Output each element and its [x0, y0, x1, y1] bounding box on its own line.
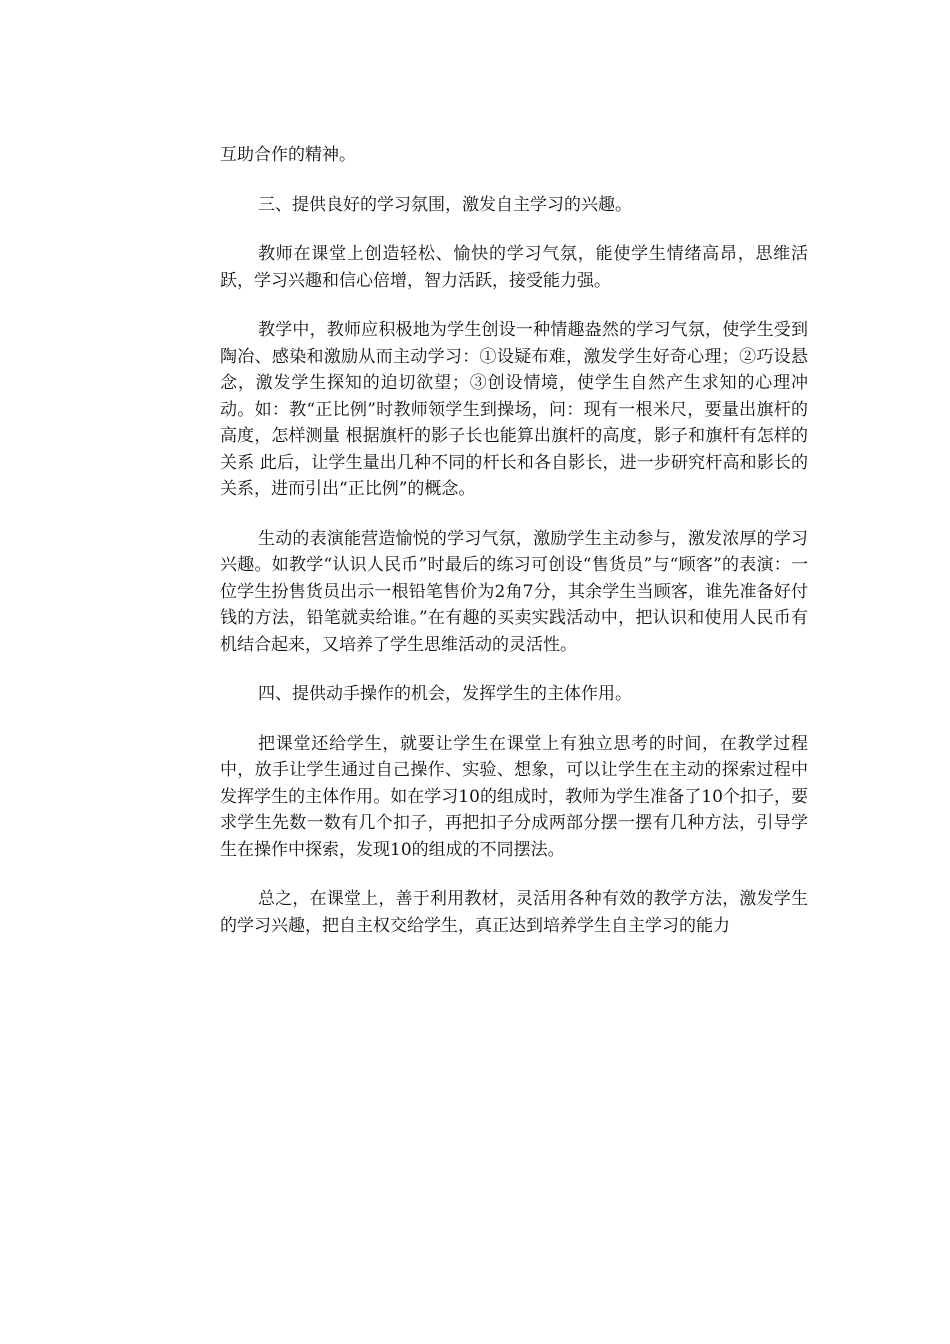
document-body — [220, 142, 808, 962]
section-heading-3: 三、提供良好的学习氛围，激发自主学习的兴趣。 — [258, 194, 632, 215]
section-heading-4: 四、提供动手操作的机会，发挥学生的主体作用。 — [258, 684, 632, 704]
paragraph-conclusion: 总之，在课堂上，善于利用教材，灵活用各种有效的教学方法，激发学生的学习兴趣，把自主权交给学生，真正达到培养学生自主学习的能力 — [220, 889, 808, 936]
paragraph: 教师在课堂上创造轻松、愉快的学习气氛，能使学生情绪高昂，思维活跃，学习兴趣和信心倍增，智力活跃，接受能力强。 — [220, 244, 808, 291]
paragraph: 把课堂还给学生，就要让学生在课堂上有独立思考的时间，在教学过程中，放手让学生通过自己操作、实验、想象，可以让学生在主动的探索过程中发挥学生的主体作用。如在学习10的组成时，教师为学生准备了10个扣子，要求学生先数一数有几个扣子，再把扣子分成两部分摆一摆有几种方法，引导学生在操作中探索，发现10的组成的不同摆法。 — [220, 733, 808, 860]
paragraph: 教学中，教师应积极地为学生创设一种情趣盎然的学习气氛，使学生受到陶冶、感染和激励从而主动学习：①设疑布难，激发学生好奇心理；②巧设悬念，激发学生探知的迫切欲望；③创设情境，使学生自然产生求知的心理冲动。如：教“正比例”时教师领学生到操场，问：现有一根米尺，要量出旗杆的高度，怎样测量 根据旗杆的影子长也能算出旗杆的高度，影子和旗杆有怎样的关系 此后，让学生量出几种不同的杆长和各自影长，进一步研究杆高和影长的关系，进而引出“正比例”的概念。 — [220, 320, 808, 499]
paragraph-continuation: 互助合作的精神。 — [220, 145, 356, 165]
paragraph: 生动的表演能营造愉悦的学习气氛，激励学生主动参与，激发浓厚的学习兴趣。如教学“认识人民币”时最后的练习可创设“售货员”与“顾客”的表演：一位学生扮售货员出示一根铅笔售价为2角7分，其余学生当顾客，谁先准备好付钱的方法，铅笔就卖给谁。”在有趣的买卖实践活动中，把认识和使用人民币有机结合起来，又培养了学生思维活动的灵活性。 — [220, 528, 808, 655]
